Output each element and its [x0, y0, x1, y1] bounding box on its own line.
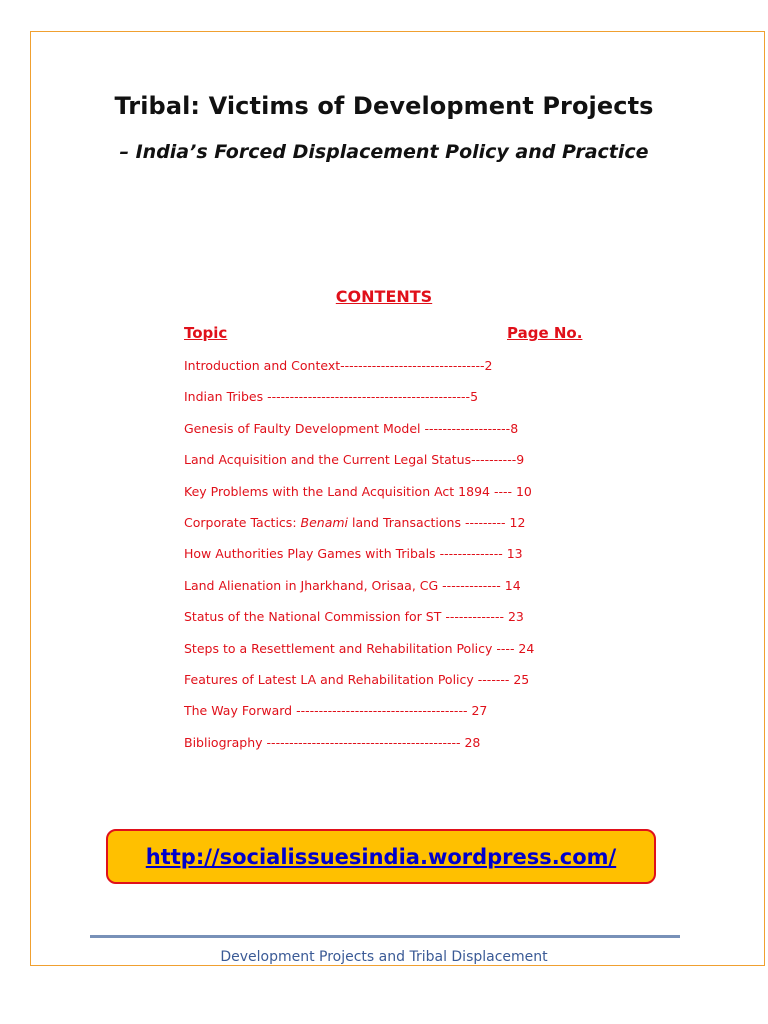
toc-entry[interactable] — [184, 608, 534, 639]
toc-entry-page: 8 — [510, 420, 519, 436]
toc-entry-title: The Way Forward — [184, 703, 297, 719]
toc-entry[interactable] — [184, 545, 534, 576]
toc-entry-page: 12 — [509, 514, 526, 530]
toc-entry[interactable] — [184, 577, 534, 608]
toc-entry-leader: ---- — [496, 640, 519, 656]
toc-entry-page: 23 — [507, 609, 524, 625]
toc-entry-title: Bibliography — [184, 734, 267, 750]
column-header-page-no: Page No. — [507, 324, 583, 342]
toc-entry[interactable] — [184, 640, 534, 671]
toc-entry[interactable] — [184, 514, 534, 545]
toc-entry[interactable] — [184, 357, 534, 388]
toc-entry-leader: --------------------------------------------- — [267, 389, 471, 405]
toc-entry-title: Land Alienation in Jharkhand, Orisaa, CG — [184, 577, 443, 593]
toc-entry-leader: ---- — [493, 483, 516, 499]
toc-entry-title: Features of Latest LA and Rehabilitation Policy — [184, 671, 478, 687]
document-title: Tribal: Victims of Development Projects — [114, 92, 654, 120]
toc-entry-title: Introduction and Context — [184, 358, 341, 373]
toc-entry-leader: ------------- — [442, 577, 505, 593]
table-of-contents — [184, 357, 534, 765]
toc-entry-title: How Authorities Play Games with Tribals — [184, 546, 440, 562]
toc-entry-page: 9 — [516, 452, 525, 468]
footer-divider — [90, 935, 680, 938]
toc-entry[interactable] — [184, 483, 534, 514]
toc-entry-leader: ---------- — [471, 452, 517, 468]
footer-text: Development Projects and Tribal Displacement — [220, 949, 548, 965]
toc-entry-title: Land Acquisition and the Current Legal Status — [184, 452, 472, 468]
toc-entry-title: Corporate Tactics: — [184, 514, 301, 530]
toc-entry-leader: ------------------- — [424, 420, 511, 436]
toc-entry-title-rest: land Transactions — [348, 514, 465, 530]
toc-entry-page: 5 — [470, 389, 479, 405]
toc-entry[interactable] — [184, 671, 534, 702]
toc-entry-page: 28 — [464, 734, 481, 750]
toc-entry-leader: ------------- — [445, 609, 508, 625]
toc-entry-leader: --------- — [464, 514, 510, 530]
toc-entry-title-emphasis: Benami — [300, 514, 349, 530]
toc-entry-title: Genesis of Faulty Development Model — [184, 420, 425, 436]
toc-entry-page: 14 — [504, 577, 521, 593]
toc-entry[interactable] — [184, 420, 534, 451]
toc-entry[interactable] — [184, 702, 534, 733]
toc-entry-title: Indian Tribes — [184, 389, 268, 405]
toc-entry-title: Key Problems with the Land Acquisition Act 1894 — [184, 483, 494, 499]
document-subtitle: – India’s Forced Displacement Policy and Practice — [119, 141, 649, 163]
toc-entry-page: 10 — [515, 483, 532, 499]
toc-entry-leader: ------- — [477, 671, 514, 687]
toc-entry[interactable] — [184, 388, 534, 419]
toc-entry-leader: -------------- — [439, 546, 507, 562]
toc-entry-page: 25 — [513, 671, 530, 687]
toc-entry-leader: -------------------------------------- — [296, 703, 472, 719]
toc-entry-title: Status of the National Commission for ST — [184, 609, 446, 625]
contents-heading: CONTENTS — [335, 287, 433, 306]
toc-entry-leader: ------------------------------------------- — [266, 734, 465, 750]
column-header-topic: Topic — [184, 324, 228, 342]
toc-entry-page: 2 — [484, 358, 493, 373]
toc-entry[interactable] — [184, 734, 534, 765]
toc-entry[interactable] — [184, 451, 534, 482]
website-link[interactable]: http://socialissuesindia.wordpress.com/ — [145, 844, 617, 869]
toc-entry-page: 13 — [506, 546, 523, 562]
toc-entry-leader: -------------------------------- — [340, 358, 485, 373]
toc-entry-page: 27 — [471, 703, 488, 719]
toc-entry-page: 24 — [518, 640, 535, 656]
toc-entry-title: Steps to a Resettlement and Rehabilitation Policy — [184, 640, 497, 656]
url-banner — [106, 829, 656, 884]
